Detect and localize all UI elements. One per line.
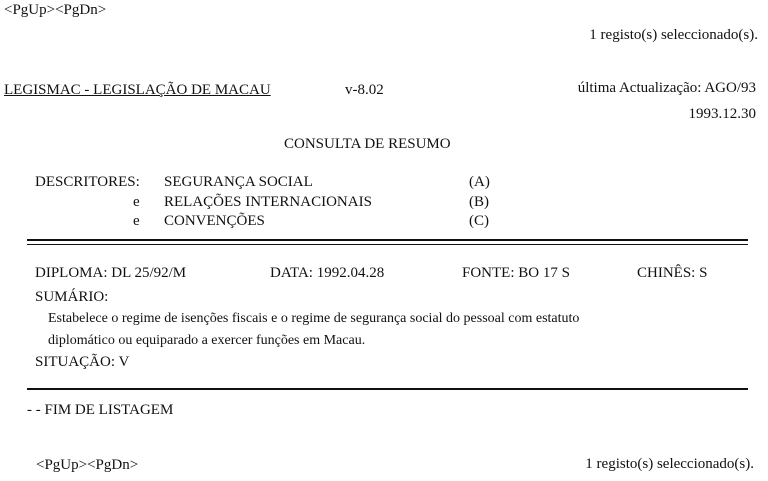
descriptor-term: CONVENÇÕES [164,213,265,229]
pgup-key-top[interactable]: <PgUp> [4,2,56,18]
descriptor-term: RELAÇÕES INTERNACIONAIS [164,194,372,210]
pgdn-key-bottom[interactable]: <PgDn> [87,457,139,473]
end-of-list: - - FIM DE LISTAGEM [27,402,174,418]
pgup-key-bottom[interactable]: <PgUp> [36,457,88,473]
screen-title: CONSULTA DE RESUMO [284,136,451,152]
descriptor-conjunction: e [133,194,140,210]
chinese-field: CHINÊS: S [637,265,708,281]
diploma-field: DIPLOMA: DL 25/92/M [35,265,187,281]
descriptor-conjunction: e [133,213,140,229]
date-field: DATA: 1992.04.28 [270,265,385,281]
summary-text-line: Estabelece o regime de isenções fiscais e o regime de segurança social do pessoal com estatuto [48,311,580,326]
bottom-nav [36,457,138,474]
version-label: v-8.02 [345,82,384,98]
descriptor-term: SEGURANÇA SOCIAL [164,174,313,190]
top-nav [4,2,106,19]
separator-rule [27,388,748,390]
separator-double-top [27,239,748,241]
separator-double-bottom [27,244,748,245]
last-update-label: última Actualização: AGO/93 [577,80,756,96]
descriptors-label: DESCRITORES: [35,174,140,190]
summary-label: SUMÁRIO: [35,289,109,305]
descriptor-code: (C) [469,213,489,229]
descriptor-code: (B) [469,194,489,210]
current-date: 1993.12.30 [688,106,756,122]
system-title: LEGISMAC - LEGISLAÇÃO DE MACAU [4,82,271,98]
records-count-bottom: 1 registo(s) seleccionado(s). [585,456,754,472]
summary-text-line: diplomático ou equiparado a exercer funções em Macau. [48,333,366,348]
descriptor-code: (A) [469,174,490,190]
source-field: FONTE: BO 17 S [462,265,570,281]
status-field: SITUAÇÃO: V [35,354,130,370]
records-count-top: 1 registo(s) seleccionado(s). [589,27,758,43]
pgdn-key-top[interactable]: <PgDn> [55,2,107,18]
